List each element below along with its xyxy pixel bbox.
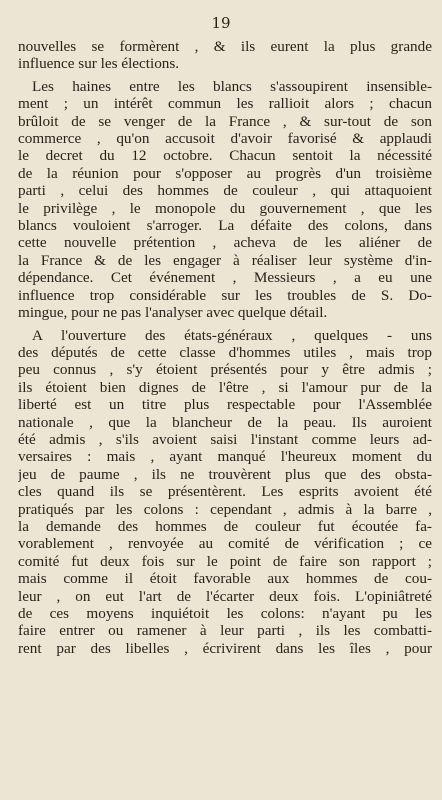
text-line: pratiqués par les colons : cependant , admis à la barre ,: [18, 500, 432, 518]
text-line: nouvelles se formèrent , & ils eurent la plus grande: [18, 38, 432, 55]
text-line: jeu de paume , ils ne trouvèrent plus que des obsta-: [18, 465, 432, 483]
text-line: dépendance. Cet événement , Messieurs , a eu une: [18, 269, 432, 287]
text-line: été admis , s'ils avoient saisi l'instant comme leurs ad-: [18, 430, 432, 448]
text-line: nationale , que la blancheur de la peau. Ils auroient: [18, 413, 432, 431]
text-line: mais comme il étoit favorable aux hommes de cou-: [18, 570, 432, 588]
text-line: mingue, pour ne pas l'analyser avec quelque détail.: [18, 304, 328, 322]
text-line: comité fut deux fois sur le point de faire son rapport ;: [18, 552, 432, 570]
text-line: influence trop considérable sur les troubles de S. Do-: [18, 286, 432, 304]
text-line: la France & de les engager à réaliser leur système d'in-: [18, 251, 432, 269]
text-line: de la réunion pour s'opposer au progrès d'un troisième: [18, 164, 432, 182]
text-line: parti , celui des hommes de couleur , qui attaquoient: [18, 182, 432, 200]
text-line: la demande des hommes de couleur fut écoutée fa-: [18, 517, 432, 535]
text-line: ment ; un intérêt commun les rallioit alors ; chacun: [18, 95, 432, 113]
text-line: ils étoient bien dignes de l'être , si l'amour pur de la: [18, 378, 432, 396]
text-line: cette nouvelle prétention , acheva de les aliéner de: [18, 234, 432, 252]
text-line: brûloit de se venger de la France , & sur-tout de son: [18, 112, 432, 130]
paragraph-2: [18, 78, 432, 322]
page-number: 19: [211, 14, 231, 32]
text-line: influence sur les élections.: [18, 55, 180, 73]
text-line: liberté est un titre plus respectable pour l'Assemblée: [18, 396, 432, 414]
text-line: blancs vouloient s'arroger. La défaite des colons, dans: [18, 217, 432, 235]
text-line: vorablement , renvoyée au comité de vérification ; ce: [18, 535, 432, 553]
text-line: rent par des libelles , écrivirent dans les îles , pour: [18, 639, 432, 657]
text-line: versaires : mais , ayant manqué l'heureux moment du: [18, 448, 432, 466]
text-line: Les haines entre les blancs s'assoupirent insensible-: [32, 77, 432, 95]
paragraph-1: [18, 38, 432, 73]
body-text: [18, 38, 432, 657]
paragraph-3: [18, 327, 432, 658]
text-line: des députés de cette classe d'hommes utiles , mais trop: [18, 343, 432, 361]
text-line: peu connus , s'y étoient présentés pour y être admis ;: [18, 361, 432, 379]
text-line: de ces moyens inquiétoit les colons: n'ayant pu les: [18, 605, 432, 622]
text-line: leur , on eut l'art de l'écarter deux fois. L'opiniâtreté: [18, 587, 432, 605]
text-line: A l'ouverture des états-généraux , quelques - uns: [32, 326, 432, 344]
text-line: le decret du 12 octobre. Chacun sentoit la nécessité: [18, 147, 432, 165]
text-line: le privilège , le monopole du gouvernement , que les: [18, 199, 432, 217]
text-line: cles quand ils se présentèrent. Les esprits avoient été: [18, 483, 432, 501]
text-line: faire entrer ou ramener à leur parti , ils les combatti-: [18, 622, 432, 640]
text-line: commerce , qu'on accusoit d'avoir favorisé & applaudi: [18, 130, 432, 148]
